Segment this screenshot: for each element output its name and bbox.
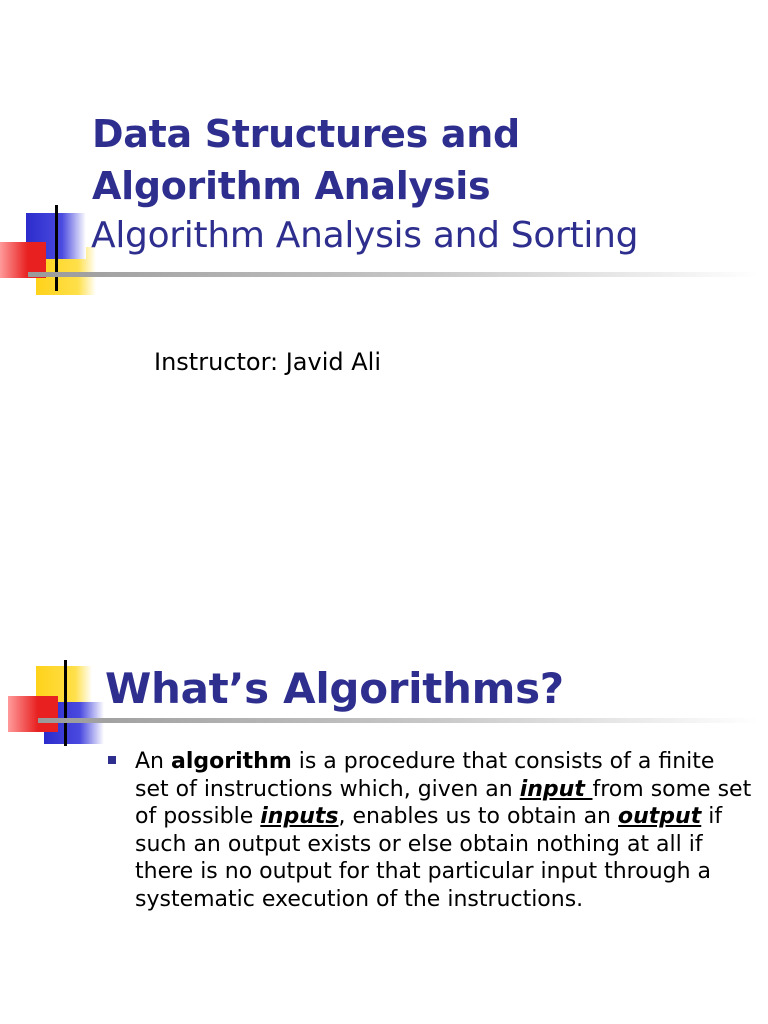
- slide-title: What’s Algorithms?: [105, 664, 564, 713]
- inputs-term: inputs: [260, 804, 339, 829]
- bullet-text-part: from some set of possible: [135, 776, 752, 829]
- algorithm-term: algorithm: [171, 749, 292, 774]
- bullet-text-part: is a procedure that consists of a finite set of instructions which, given an: [135, 749, 715, 802]
- decoration-vertical-line: [64, 660, 67, 746]
- content-slide: [0, 512, 768, 1024]
- bullet-text-part: An: [135, 749, 171, 774]
- input-term: input: [519, 776, 593, 802]
- bullet-text-part: , enables us to obtain an: [338, 804, 618, 829]
- title-underline-rule: [38, 718, 758, 723]
- bullet-square-icon: [108, 756, 116, 764]
- decoration-vertical-line: [55, 205, 58, 291]
- slide-title-line2: Algorithm Analysis: [92, 164, 491, 208]
- corner-squares-decoration: [0, 660, 110, 750]
- bullet-paragraph: [135, 748, 755, 913]
- slide-subtitle: Algorithm Analysis and Sorting: [91, 215, 639, 256]
- instructor-name: Instructor: Javid Ali: [154, 348, 382, 376]
- bullet-text-part: if such an output exists or else obtain nothing at all if there is no output for that particular input through a systematic execution of the instructions.: [135, 804, 723, 912]
- slide-title-line1: Data Structures and: [92, 112, 520, 156]
- output-term: output: [618, 804, 702, 829]
- title-underline-rule: [28, 272, 758, 277]
- decoration-red-square: [8, 696, 58, 732]
